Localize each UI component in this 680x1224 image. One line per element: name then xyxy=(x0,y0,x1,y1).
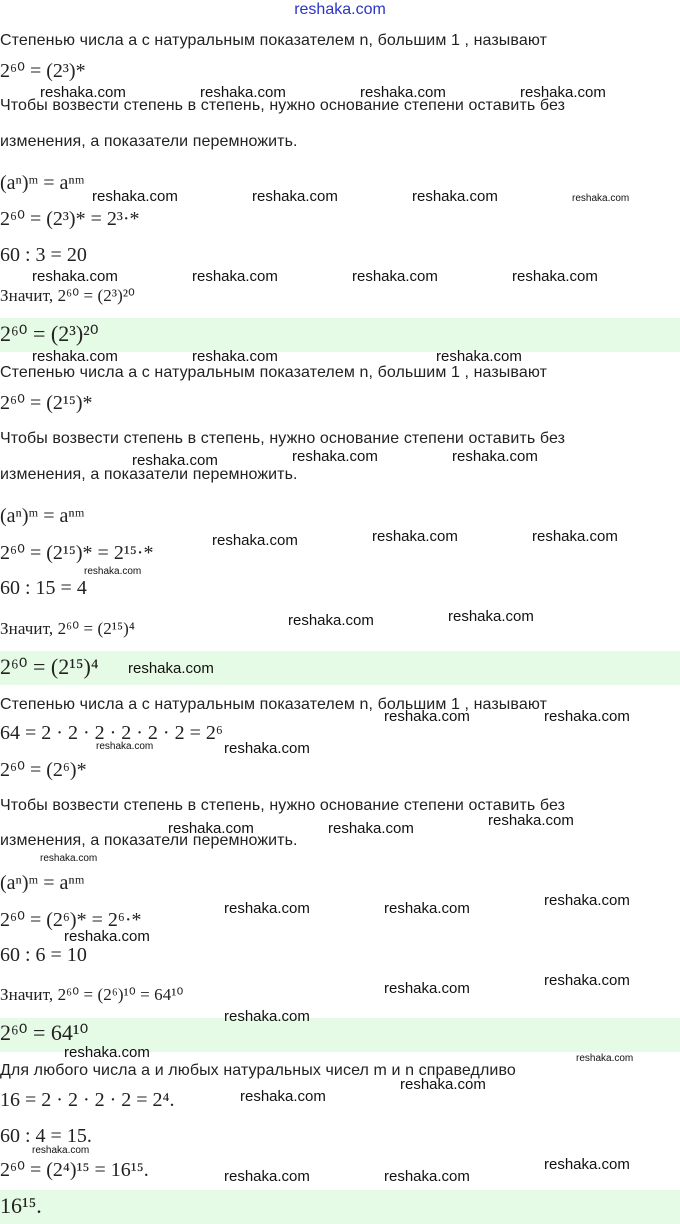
watermark: reshaka.com xyxy=(512,268,598,285)
watermark: reshaka.com xyxy=(96,741,154,752)
watermark: reshaka.com xyxy=(224,900,310,917)
watermark: reshaka.com xyxy=(452,448,538,465)
watermark: reshaka.com xyxy=(384,708,470,725)
watermark: reshaka.com xyxy=(576,1053,634,1064)
watermark: reshaka.com xyxy=(84,566,142,577)
watermark: reshaka.com xyxy=(384,900,470,917)
equation: 2⁶⁰ = (2¹⁵)* = 2¹⁵·* xyxy=(0,542,154,564)
watermark: reshaka.com xyxy=(224,1008,310,1025)
definition-text: Степенью числа a с натуральным показателем n, большим 1 , называют xyxy=(0,32,548,49)
watermark: reshaka.com xyxy=(32,1145,90,1156)
answer-band-1 xyxy=(0,318,680,352)
watermark: reshaka.com xyxy=(128,660,214,677)
watermark: reshaka.com xyxy=(192,348,278,365)
division-equation: 60 : 4 = 15. xyxy=(0,1125,92,1147)
equation: 2⁶⁰ = (2³)* = 2³·* xyxy=(0,208,140,230)
product-equation: 64 = 2 · 2 · 2 · 2 · 2 · 2 = 2⁶ xyxy=(0,722,223,744)
conclusion-text: Значит, 2⁶⁰ = (2⁶)¹⁰ = 64¹⁰ xyxy=(0,985,184,1004)
equation: 2⁶⁰ = (2⁶)* = 2⁶·* xyxy=(0,909,142,931)
equation: 2⁶⁰ = (2⁶)* xyxy=(0,759,87,781)
watermark: reshaka.com xyxy=(372,528,458,545)
watermark: reshaka.com xyxy=(532,528,618,545)
watermark: reshaka.com xyxy=(360,84,446,101)
watermark: reshaka.com xyxy=(352,268,438,285)
watermark: reshaka.com xyxy=(224,740,310,757)
watermark: reshaka.com xyxy=(192,268,278,285)
rule-text-line-2: изменения, а показатели перемножить. xyxy=(0,832,298,849)
site-header-link[interactable]: reshaka.com xyxy=(294,1,386,18)
watermark: reshaka.com xyxy=(544,892,630,909)
watermark: reshaka.com xyxy=(32,348,118,365)
answer-equation: 2⁶⁰ = (2³)²⁰ xyxy=(0,321,99,346)
watermark: reshaka.com xyxy=(572,193,630,204)
watermark: reshaka.com xyxy=(544,708,630,725)
watermark: reshaka.com xyxy=(32,268,118,285)
watermark: reshaka.com xyxy=(168,820,254,837)
watermark: reshaka.com xyxy=(288,612,374,629)
division-equation: 60 : 6 = 10 xyxy=(0,944,87,966)
definition-text: Степенью числа a с натуральным показателем n, большим 1 , называют xyxy=(0,364,548,381)
rule-text: Для любого числа a и любых натуральных чисел m и n справедливо xyxy=(0,1062,516,1079)
watermark: reshaka.com xyxy=(412,188,498,205)
watermark: reshaka.com xyxy=(212,532,298,549)
watermark: reshaka.com xyxy=(240,1088,326,1105)
power-rule-formula: (aⁿ)ᵐ = aⁿᵐ xyxy=(0,872,85,894)
equation: 2⁶⁰ = (2³)* xyxy=(0,60,86,82)
rule-text-line-2: изменения, а показатели перемножить. xyxy=(0,133,298,150)
answer-equation: 2⁶⁰ = 64¹⁰ xyxy=(0,1020,89,1045)
answer-band-2 xyxy=(0,651,680,685)
watermark: reshaka.com xyxy=(132,452,218,469)
power-rule-formula: (aⁿ)ᵐ = aⁿᵐ xyxy=(0,505,85,527)
watermark: reshaka.com xyxy=(292,448,378,465)
watermark: reshaka.com xyxy=(40,84,126,101)
power-rule-formula: (aⁿ)ᵐ = aⁿᵐ xyxy=(0,172,85,194)
equation: 2⁶⁰ = (2¹⁵)* xyxy=(0,392,93,414)
conclusion-text: Значит, 2⁶⁰ = (2³)²⁰ xyxy=(0,286,135,305)
watermark: reshaka.com xyxy=(544,972,630,989)
watermark: reshaka.com xyxy=(200,84,286,101)
watermark: reshaka.com xyxy=(384,980,470,997)
conclusion-text: Значит, 2⁶⁰ = (2¹⁵)⁴ xyxy=(0,619,135,638)
watermark: reshaka.com xyxy=(252,188,338,205)
division-equation: 60 : 3 = 20 xyxy=(0,244,87,266)
definition-text: Степенью числа a с натуральным показателем n, большим 1 , называют xyxy=(0,696,548,713)
watermark: reshaka.com xyxy=(92,188,178,205)
watermark: reshaka.com xyxy=(448,608,534,625)
product-equation: 16 = 2 · 2 · 2 · 2 = 2⁴. xyxy=(0,1089,175,1111)
watermark: reshaka.com xyxy=(64,928,150,945)
equation: 2⁶⁰ = (2⁴)¹⁵ = 16¹⁵. xyxy=(0,1159,149,1181)
watermark: reshaka.com xyxy=(384,1168,470,1185)
watermark: reshaka.com xyxy=(224,1168,310,1185)
watermark: reshaka.com xyxy=(544,1156,630,1173)
watermark: reshaka.com xyxy=(40,853,98,864)
rule-text-line-1: Чтобы возвести степень в степень, нужно основание степени оставить без xyxy=(0,97,566,114)
watermark: reshaka.com xyxy=(64,1044,150,1061)
watermark: reshaka.com xyxy=(436,348,522,365)
watermark: reshaka.com xyxy=(520,84,606,101)
rule-text-line-1: Чтобы возвести степень в степень, нужно основание степени оставить без xyxy=(0,797,566,814)
answer-equation: 16¹⁵. xyxy=(0,1193,42,1218)
rule-text-line-1: Чтобы возвести степень в степень, нужно основание степени оставить без xyxy=(0,430,566,447)
rule-text-line-2: изменения, а показатели перемножить. xyxy=(0,466,298,483)
watermark: reshaka.com xyxy=(488,812,574,829)
watermark: reshaka.com xyxy=(400,1076,486,1093)
answer-equation: 2⁶⁰ = (2¹⁵)⁴ xyxy=(0,654,99,679)
answer-band-4 xyxy=(0,1190,680,1224)
watermark: reshaka.com xyxy=(328,820,414,837)
division-equation: 60 : 15 = 4 xyxy=(0,577,87,599)
